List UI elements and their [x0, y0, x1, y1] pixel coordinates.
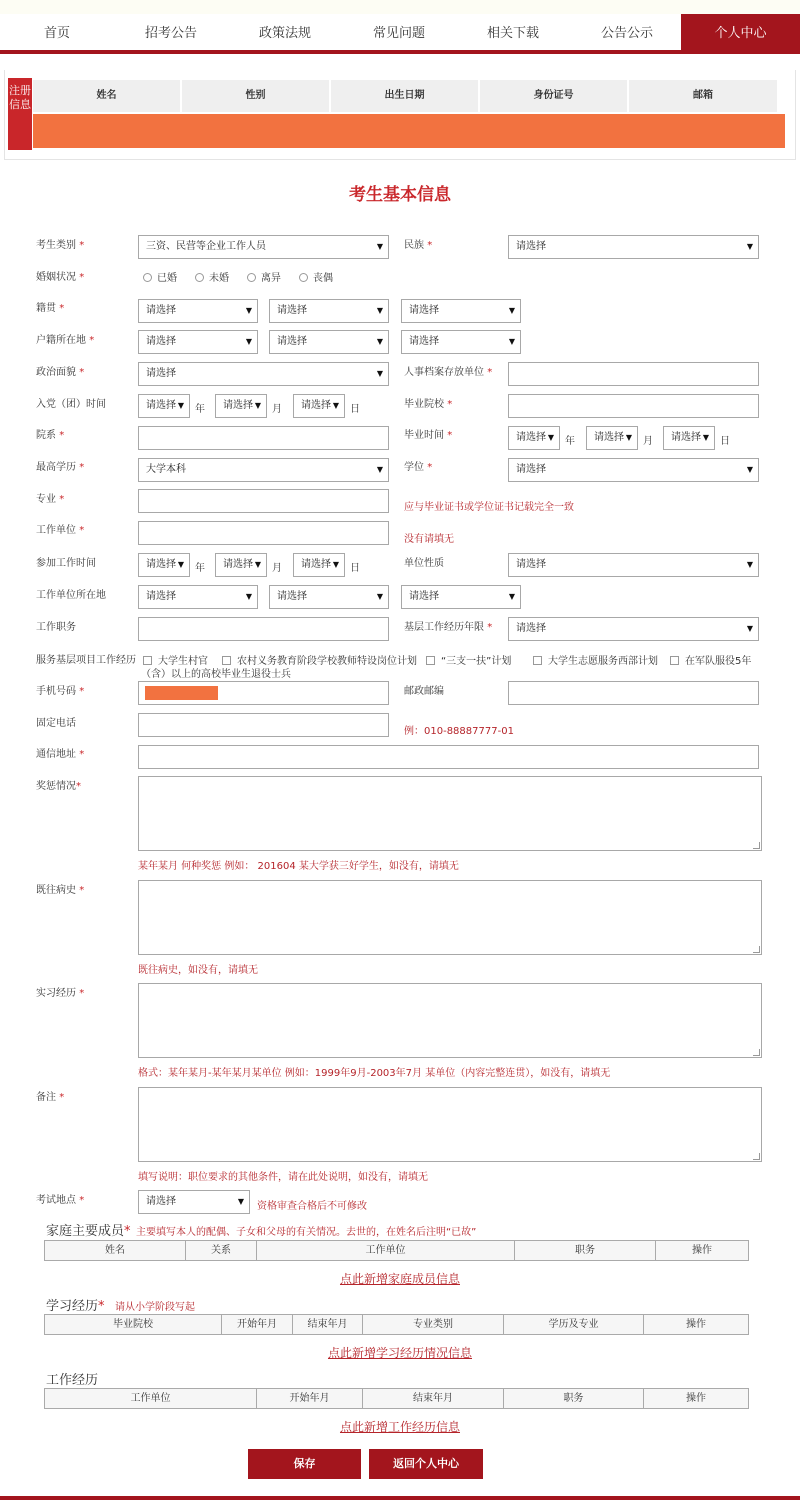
add-work-link[interactable]: 点此新增工作经历信息: [339, 1420, 460, 1434]
edu-col-start: 开始年月: [222, 1315, 293, 1334]
work-table-header: [44, 1388, 749, 1409]
chevron-down-icon: ▼: [547, 433, 554, 442]
family-col-action: 操作: [692, 1245, 712, 1256]
work-year-select[interactable]: 请选择 ▼: [138, 553, 190, 577]
work-col-action: 操作: [686, 1393, 706, 1404]
work-col-position: 职务: [504, 1389, 644, 1408]
chevron-down-icon: ▼: [746, 560, 753, 569]
hint-major: 应与毕业证书或学位证书记载完全一致: [404, 502, 574, 513]
chevron-down-icon: ▼: [332, 401, 339, 410]
archive-input[interactable]: [508, 362, 759, 386]
party-month-select[interactable]: 请选择 ▼: [215, 394, 267, 418]
label-education: 最高学历 *: [36, 462, 85, 473]
address-input[interactable]: [138, 745, 759, 769]
chevron-down-icon: ▼: [254, 401, 261, 410]
label-grassroots-years: 基层工作经历年限 *: [404, 622, 493, 633]
top-strip: [0, 0, 800, 14]
medical-textarea[interactable]: [138, 880, 762, 955]
label-major: 专业 *: [36, 494, 65, 505]
family-col-employer: 工作单位: [257, 1241, 515, 1260]
chevron-down-icon: ▼: [625, 433, 632, 442]
major-input[interactable]: [138, 489, 389, 513]
work-col-end: 结束年月: [363, 1389, 504, 1408]
category-select[interactable]: 三资、民营等企业工作人员 ▼: [138, 235, 389, 259]
chevron-down-icon: ▼: [237, 1197, 244, 1206]
work-day-select[interactable]: 请选择 ▼: [293, 553, 345, 577]
chevron-down-icon: ▼: [376, 242, 383, 251]
awards-textarea[interactable]: [138, 776, 762, 851]
hukou-county-select[interactable]: 请选择 ▼: [401, 330, 521, 354]
nav-faq[interactable]: 常见问题: [372, 26, 425, 41]
hint-internship: 格式：某年某月-某年某月某单位 例如：1999年9月-2003年7月 某单位（内容完整连贯），如没有，请填无: [138, 1068, 611, 1079]
chevron-down-icon: ▼: [245, 337, 252, 346]
family-table-header: [44, 1240, 749, 1261]
label-medical: 既往病史 *: [36, 885, 85, 896]
radio-married[interactable]: 已婚: [143, 269, 177, 284]
native-city-select[interactable]: 请选择 ▼: [269, 299, 389, 323]
unit-day: 日: [350, 563, 360, 574]
checkbox-rural-teacher[interactable]: 农村义务教育阶段学校教师特设岗位计划: [222, 652, 417, 667]
resize-grip-icon[interactable]: [753, 946, 760, 953]
mobile-redacted: [145, 686, 218, 700]
ethnicity-select[interactable]: 请选择 ▼: [508, 235, 759, 259]
grad-year-select[interactable]: 请选择 ▼: [508, 426, 560, 450]
label-address: 通信地址 *: [36, 749, 85, 760]
chevron-down-icon: ▼: [177, 560, 184, 569]
chevron-down-icon: ▼: [746, 465, 753, 474]
label-category: 考生类别 *: [36, 240, 85, 251]
save-button[interactable]: 保存: [248, 1449, 361, 1479]
internship-textarea[interactable]: [138, 983, 762, 1058]
hint-medical: 既往病史，如没有，请填无: [138, 965, 258, 976]
party-day-select[interactable]: 请选择 ▼: [293, 394, 345, 418]
chevron-down-icon: ▼: [746, 624, 753, 633]
service-wrap-text: （含）以上的高校毕业生退役士兵: [141, 669, 291, 680]
employer-county-select[interactable]: 请选择 ▼: [401, 585, 521, 609]
label-position: 工作职务: [36, 622, 76, 633]
label-employer-location: 工作单位所在地: [36, 590, 106, 601]
hukou-city-select[interactable]: 请选择 ▼: [269, 330, 389, 354]
position-input[interactable]: [138, 617, 389, 641]
chevron-down-icon: ▼: [376, 369, 383, 378]
label-party-time: 入党（团）时间: [36, 399, 106, 410]
hint-remarks: 填写说明：职位要求的其他条件，请在此处说明，如没有，请填无: [138, 1172, 428, 1183]
exam-site-select[interactable]: 请选择 ▼: [138, 1190, 250, 1214]
label-work-start: 参加工作时间: [36, 558, 96, 569]
nav-announcements[interactable]: 招考公告: [144, 26, 197, 41]
nav-home[interactable]: 首页: [43, 26, 70, 41]
label-unit-nature: 单位性质: [404, 558, 444, 569]
native-county-select[interactable]: 请选择 ▼: [401, 299, 521, 323]
form-title: 考生基本信息: [349, 185, 451, 205]
nav-personal-center[interactable]: 个人中心: [681, 14, 800, 54]
label-hukou: 户籍所在地 *: [36, 335, 95, 346]
checkbox-military-service[interactable]: 在军队服役5年: [670, 652, 751, 667]
work-col-employer: 工作单位: [45, 1389, 257, 1408]
unit-month: 月: [272, 563, 282, 574]
edu-col-end: 结束年月: [293, 1315, 363, 1334]
edu-col-degree-major: 学历及专业: [504, 1315, 644, 1334]
reg-col-id-number: 身份证号: [480, 80, 628, 112]
degree-select[interactable]: 请选择 ▼: [508, 458, 759, 482]
label-native-place: 籍贯 *: [36, 303, 65, 314]
resize-grip-icon[interactable]: [753, 1049, 760, 1056]
school-input[interactable]: [508, 394, 759, 418]
education-table-header: [44, 1314, 749, 1335]
hint-exam-site: 资格审查合格后不可修改: [257, 1201, 367, 1212]
nav-notices[interactable]: 公告公示: [600, 26, 653, 41]
checkbox-western-volunteer[interactable]: 大学生志愿服务西部计划: [533, 652, 658, 667]
chevron-down-icon: ▼: [177, 401, 184, 410]
registration-info: [8, 78, 788, 150]
main-nav: [0, 14, 800, 54]
work-month-select[interactable]: 请选择 ▼: [215, 553, 267, 577]
hint-landline: 例：010-88887777-01: [404, 726, 514, 737]
unit-year: 年: [565, 436, 575, 447]
grad-day-select[interactable]: 请选择 ▼: [663, 426, 715, 450]
radio-widowed[interactable]: 丧偶: [299, 269, 333, 284]
reg-col-name: 姓名: [33, 80, 181, 112]
hint-awards: 某年某月 何种奖惩 例如： 201604 某大学获三好学生，如没有，请填无: [138, 861, 459, 872]
label-postcode: 邮政邮编: [404, 686, 444, 697]
grad-month-select[interactable]: 请选择 ▼: [586, 426, 638, 450]
nav-downloads[interactable]: 相关下载: [486, 26, 539, 41]
employer-province-select[interactable]: 请选择 ▼: [138, 585, 258, 609]
chevron-down-icon: ▼: [508, 306, 515, 315]
label-mobile: 手机号码 *: [36, 686, 85, 697]
family-col-name: 姓名: [45, 1241, 186, 1260]
checkbox-village-official[interactable]: 大学生村官: [143, 652, 208, 667]
chevron-down-icon: ▼: [376, 592, 383, 601]
chevron-down-icon: ▼: [245, 306, 252, 315]
radio-divorced[interactable]: 离异: [247, 269, 281, 284]
hint-employer: 没有请填无: [404, 534, 454, 545]
resize-grip-icon[interactable]: [753, 1153, 760, 1160]
chevron-down-icon: ▼: [702, 433, 709, 442]
radio-unmarried[interactable]: 未婚: [195, 269, 229, 284]
chevron-down-icon: ▼: [254, 560, 261, 569]
edu-col-school: 毕业院校: [45, 1315, 222, 1334]
add-family-member-link[interactable]: 点此新增家庭成员信息: [339, 1272, 460, 1286]
registration-tag: 注册信息: [8, 78, 32, 150]
nav-policies[interactable]: 政策法规: [258, 26, 311, 41]
unit-day: 日: [720, 436, 730, 447]
label-awards: 奖惩情况*: [36, 781, 81, 792]
family-note: 主要填写本人的配偶、子女和父母的有关情况。去世的，在姓名后注明“已故”: [136, 1227, 477, 1238]
postcode-input[interactable]: [508, 681, 759, 705]
reg-col-birthdate: 出生日期: [331, 80, 479, 112]
label-remarks: 备注 *: [36, 1092, 65, 1103]
unit-year: 年: [195, 563, 205, 574]
label-employer: 工作单位 *: [36, 525, 85, 536]
hukou-province-select[interactable]: 请选择 ▼: [138, 330, 258, 354]
label-department: 院系 *: [36, 430, 65, 441]
native-province-select[interactable]: 请选择 ▼: [138, 299, 258, 323]
department-input[interactable]: [138, 426, 389, 450]
unit-nature-select[interactable]: 请选择 ▼: [508, 553, 759, 577]
work-section-title: 工作经历: [46, 1373, 99, 1388]
add-education-link[interactable]: 点此新增学习经历情况信息: [327, 1346, 472, 1360]
chevron-down-icon: ▼: [376, 306, 383, 315]
employer-input[interactable]: [138, 521, 389, 545]
back-to-personal-center-button[interactable]: 返回个人中心: [369, 1449, 483, 1479]
chevron-down-icon: ▼: [332, 560, 339, 569]
chevron-down-icon: ▼: [376, 337, 383, 346]
family-col-relation: 关系: [186, 1241, 257, 1260]
chevron-down-icon: ▼: [746, 242, 753, 251]
label-internship: 实习经历 *: [36, 988, 85, 999]
chevron-down-icon: ▼: [376, 465, 383, 474]
label-marital: 婚姻状况 *: [36, 272, 85, 283]
label-degree: 学位 *: [404, 462, 433, 473]
unit-year: 年: [195, 404, 205, 415]
reg-col-email: 邮箱: [629, 80, 778, 112]
family-section-title: 家庭主要成员*: [46, 1224, 131, 1239]
registration-redacted-row: [33, 114, 785, 148]
landline-input[interactable]: [138, 713, 389, 737]
resize-grip-icon[interactable]: [753, 842, 760, 849]
reg-col-gender: 性别: [182, 80, 330, 112]
political-select[interactable]: 请选择 ▼: [138, 362, 389, 386]
chevron-down-icon: ▼: [245, 592, 252, 601]
grassroots-years-select[interactable]: 请选择 ▼: [508, 617, 759, 641]
education-select[interactable]: 大学本科 ▼: [138, 458, 389, 482]
unit-month: 月: [643, 436, 653, 447]
chevron-down-icon: ▼: [508, 592, 515, 601]
label-political: 政治面貌 *: [36, 367, 85, 378]
bottom-bar: [0, 1496, 800, 1500]
education-section-title: 学习经历*: [46, 1299, 105, 1314]
employer-city-select[interactable]: 请选择 ▼: [269, 585, 389, 609]
label-landline: 固定电话: [36, 718, 76, 729]
family-col-position: 职务: [515, 1241, 656, 1260]
label-school: 毕业院校 *: [404, 399, 453, 410]
chevron-down-icon: ▼: [508, 337, 515, 346]
unit-month: 月: [272, 404, 282, 415]
label-ethnicity: 民族 *: [404, 240, 433, 251]
remarks-textarea[interactable]: [138, 1087, 762, 1162]
education-note: 请从小学阶段写起: [115, 1302, 195, 1313]
party-year-select[interactable]: 请选择 ▼: [138, 394, 190, 418]
label-service-projects: 服务基层项目工作经历: [36, 655, 136, 666]
label-exam-site: 考试地点 *: [36, 1195, 85, 1206]
edu-col-action: 操作: [686, 1319, 706, 1330]
unit-day: 日: [350, 404, 360, 415]
label-archive: 人事档案存放单位 *: [404, 367, 493, 378]
checkbox-three-supports[interactable]: “三支一扶”计划: [426, 652, 511, 667]
edu-col-category: 专业类别: [363, 1315, 504, 1334]
work-col-start: 开始年月: [257, 1389, 363, 1408]
label-grad-time: 毕业时间 *: [404, 430, 453, 441]
